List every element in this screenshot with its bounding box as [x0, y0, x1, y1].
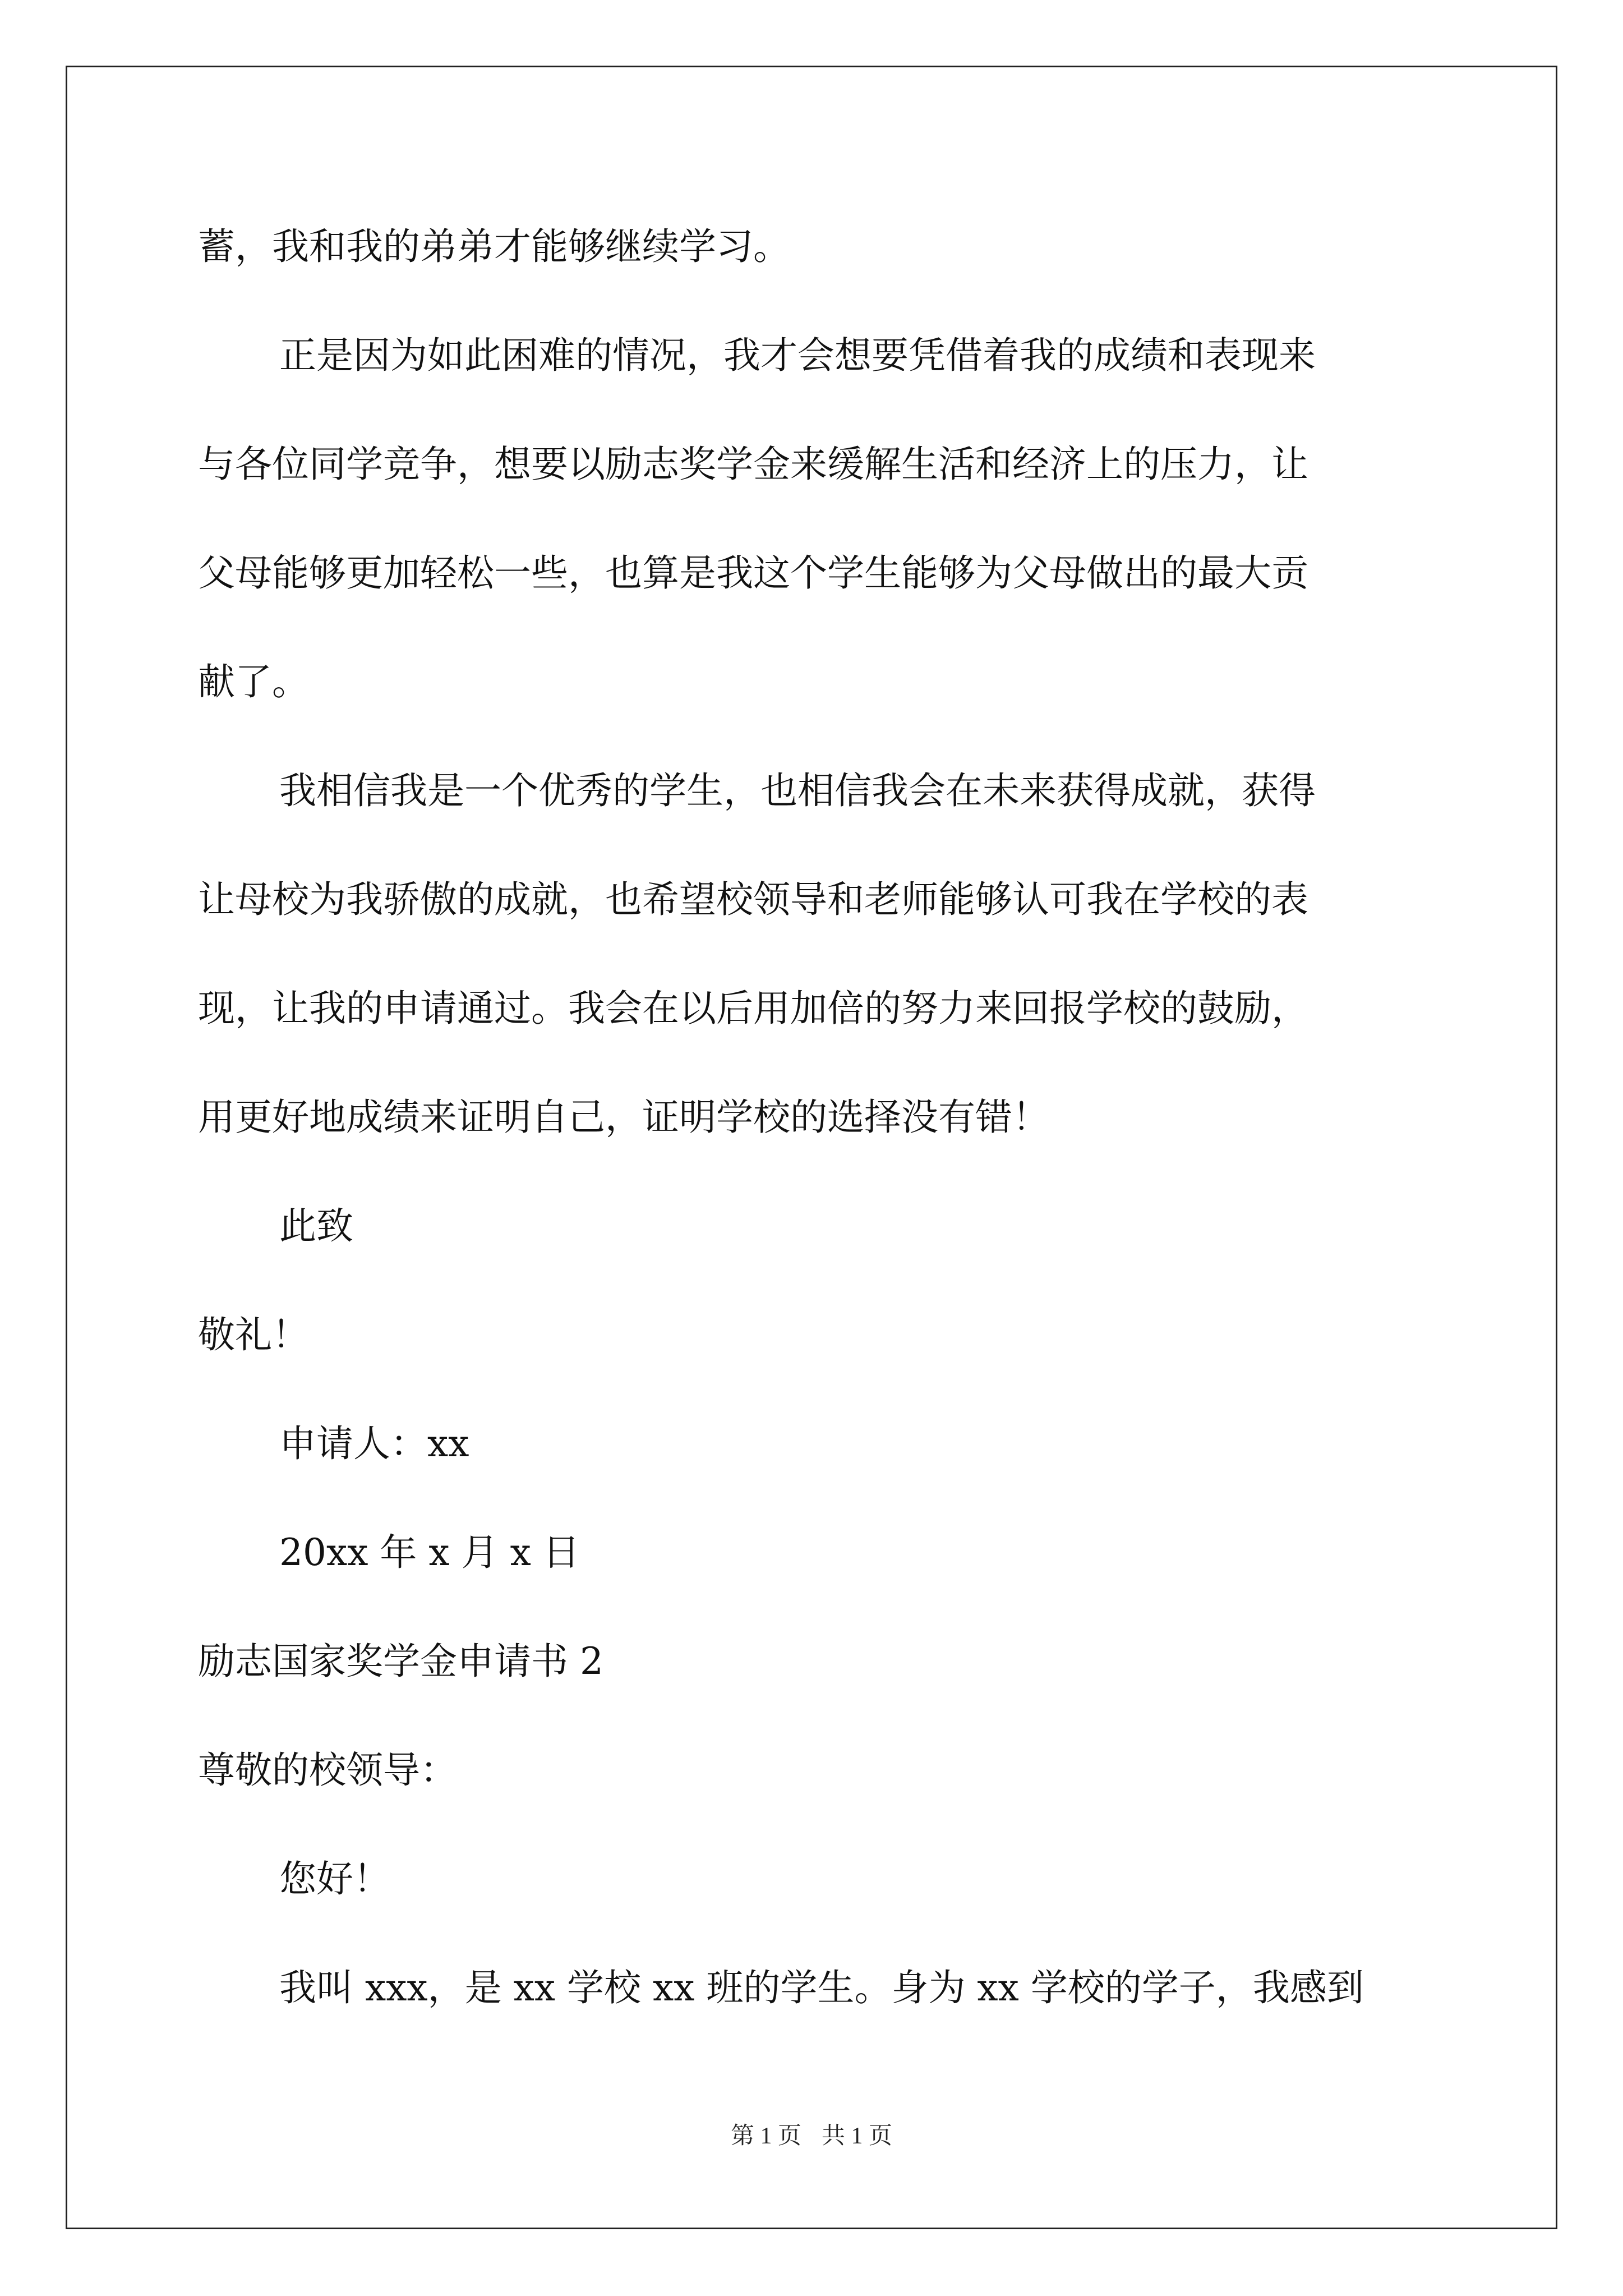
greeting-recipient: 尊敬的校领导： — [198, 1749, 457, 1792]
text-line-7: 让母校为我骄傲的成就，也希望校领导和老师能够认可我在学校的表 — [198, 878, 1308, 921]
closing-phrase: 此致 — [279, 1204, 353, 1248]
date-line: 20xx 年 x 月 x 日 — [279, 1531, 580, 1574]
greeting: 您好！ — [279, 1857, 390, 1901]
text-line-9: 用更好地成绩来证明自己，证明学校的选择没有错！ — [198, 1096, 1049, 1139]
text-line-5: 献了。 — [198, 660, 309, 703]
page-total: 共 1 页 — [822, 2123, 893, 2149]
text-line-3: 与各位同学竞争，想要以励志奖学金来缓解生活和经济上的压力，让 — [198, 443, 1308, 486]
text-line-4: 父母能够更加轻松一些，也算是我这个学生能够为父母做出的最大贡 — [198, 551, 1308, 595]
paragraph-start-line: 我相信我是一个优秀的学生，也相信我会在未来获得成就，获得 — [279, 769, 1316, 812]
paragraph-start-line: 正是因为如此困难的情况，我才会想要凭借着我的成绩和表现来 — [279, 334, 1316, 377]
text-line-8: 现，让我的申请通过。我会在以后用加倍的努力来回报学校的鼓励， — [198, 987, 1308, 1030]
salutation-closing: 敬礼！ — [198, 1313, 309, 1356]
paragraph-start-line: 我叫 xxx，是 xx 学校 xx 班的学生。身为 xx 学校的学子，我感到 — [279, 1966, 1364, 2009]
section-title: 励志国家奖学金申请书 2 — [198, 1640, 603, 1683]
text-line-1: 蓄，我和我的弟弟才能够继续学习。 — [198, 225, 790, 268]
page-number: 第 1 页 — [730, 2123, 801, 2149]
page-border — [66, 66, 1557, 2229]
page-footer — [0, 2122, 1623, 2150]
applicant-signature: 申请人：xx — [279, 1422, 469, 1465]
